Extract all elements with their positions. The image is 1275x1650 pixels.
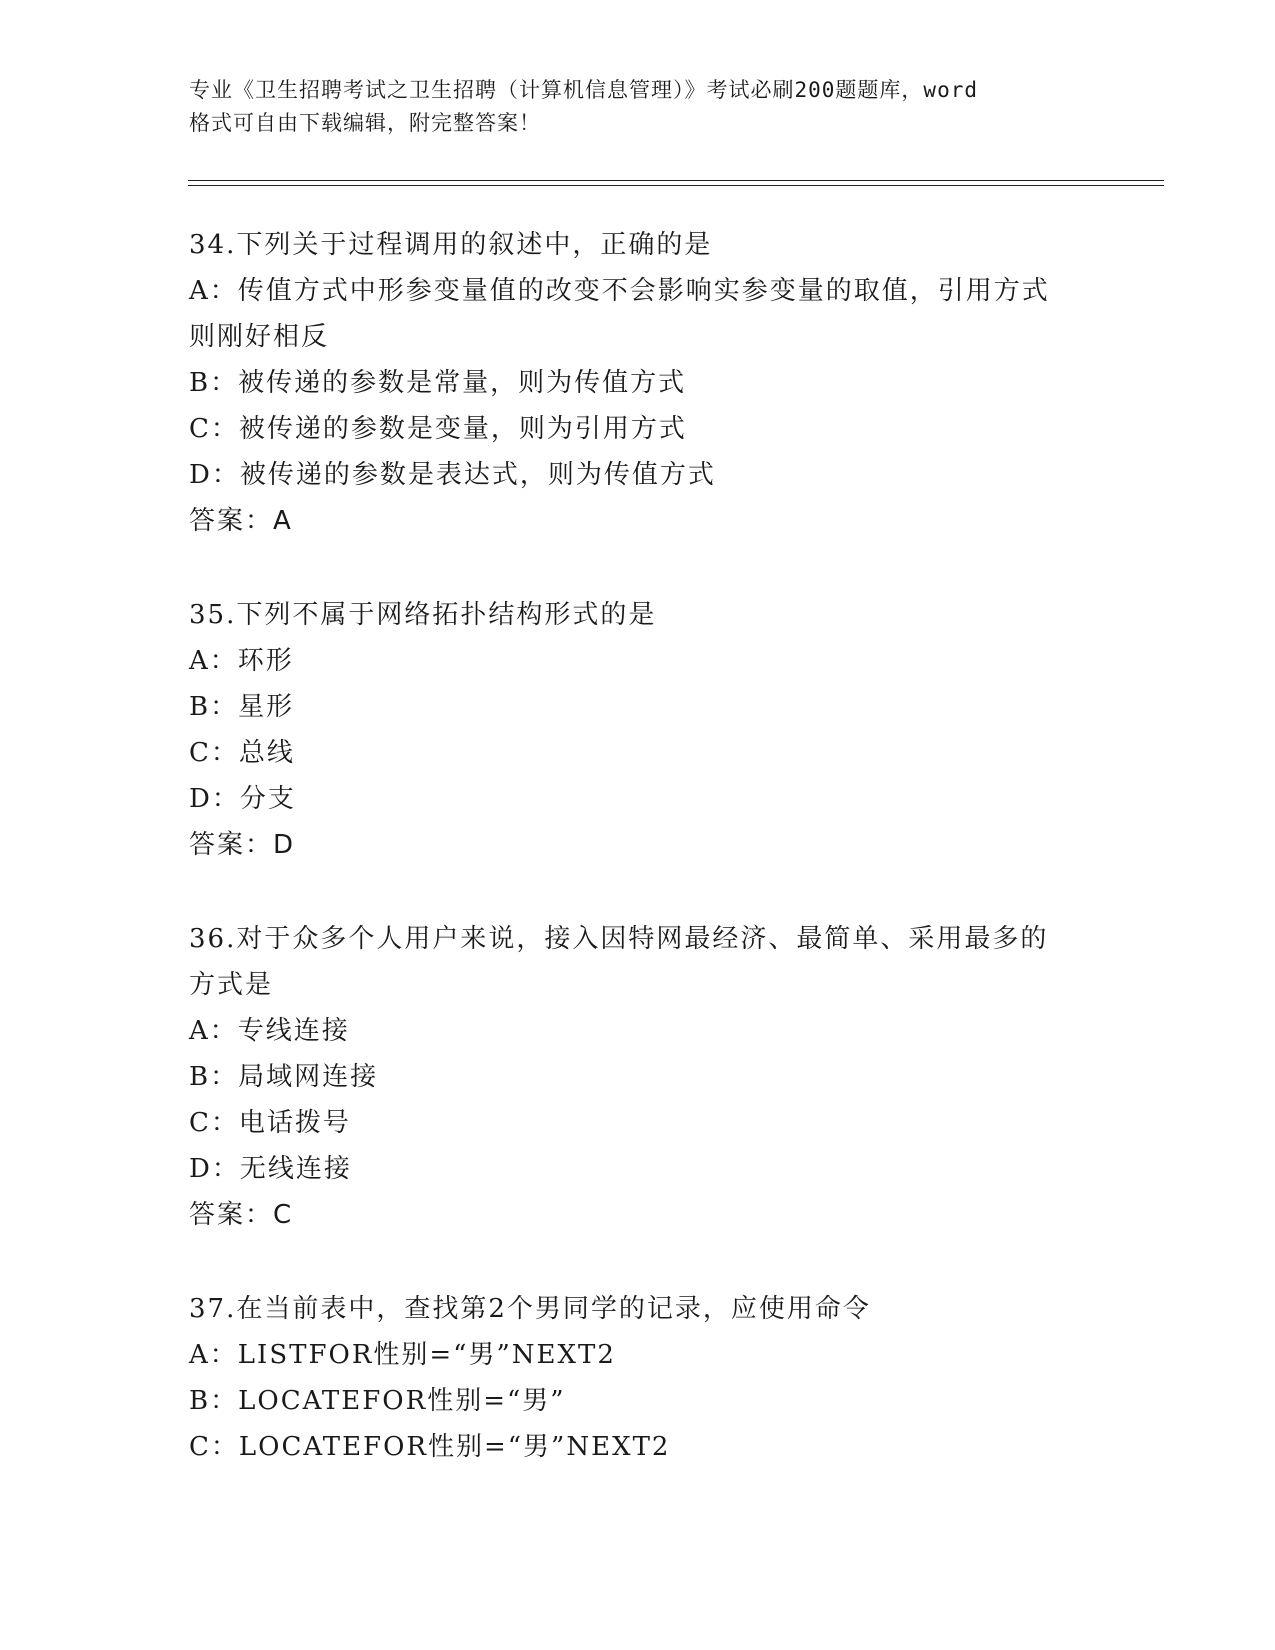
option-b: B：被传递的参数是常量，则为传值方式 xyxy=(189,368,687,398)
option-d: D：分支 xyxy=(189,784,296,814)
header-divider-top xyxy=(188,180,1164,181)
option-d: D：无线连接 xyxy=(189,1154,352,1184)
header-divider-bottom xyxy=(188,185,1164,186)
option-c: C：LOCATEFOR性别=“男”NEXT2 xyxy=(189,1432,671,1462)
option-c: C：被传递的参数是变量，则为引用方式 xyxy=(189,414,687,444)
question-35 xyxy=(189,592,1089,868)
option-b: B：LOCATEFOR性别=“男” xyxy=(189,1386,566,1416)
option-c: C：总线 xyxy=(189,738,295,768)
question-34 xyxy=(189,222,1089,544)
question-stem: 36.对于众多个人用户来说，接入因特网最经济、最简单、采用最多的 xyxy=(189,924,1049,954)
document-header xyxy=(189,74,1089,140)
option-b: B：星形 xyxy=(189,692,295,722)
option-b: B：局域网连接 xyxy=(189,1062,379,1092)
header-line-1: 专业《卫生招聘考试之卫生招聘（计算机信息管理）》考试必刷200题题库，word xyxy=(189,78,978,102)
question-stem-continued: 方式是 xyxy=(189,970,274,1000)
option-a: A：环形 xyxy=(189,646,294,676)
question-stem: 37.在当前表中，查找第2个男同学的记录，应使用命令 xyxy=(189,1294,871,1324)
option-a: A：传值方式中形参变量值的改变不会影响实参变量的取值，引用方式 xyxy=(189,276,1050,306)
question-37 xyxy=(189,1286,1089,1470)
answer-label: 答案：D xyxy=(189,830,296,860)
option-a: A：LISTFOR性别=“男”NEXT2 xyxy=(189,1340,616,1370)
option-d: D：被传递的参数是表达式，则为传值方式 xyxy=(189,460,716,490)
question-36 xyxy=(189,916,1089,1238)
question-stem: 34.下列关于过程调用的叙述中，正确的是 xyxy=(189,230,713,260)
question-stem: 35.下列不属于网络拓扑结构形式的是 xyxy=(189,600,657,630)
answer-label: 答案：A xyxy=(189,506,293,536)
option-a: A：专线连接 xyxy=(189,1016,350,1046)
option-a-continued: 则刚好相反 xyxy=(189,322,330,352)
header-line-2: 格式可自由下载编辑，附完整答案！ xyxy=(189,111,541,135)
answer-label: 答案：C xyxy=(189,1200,294,1230)
option-c: C：电话拨号 xyxy=(189,1108,351,1138)
